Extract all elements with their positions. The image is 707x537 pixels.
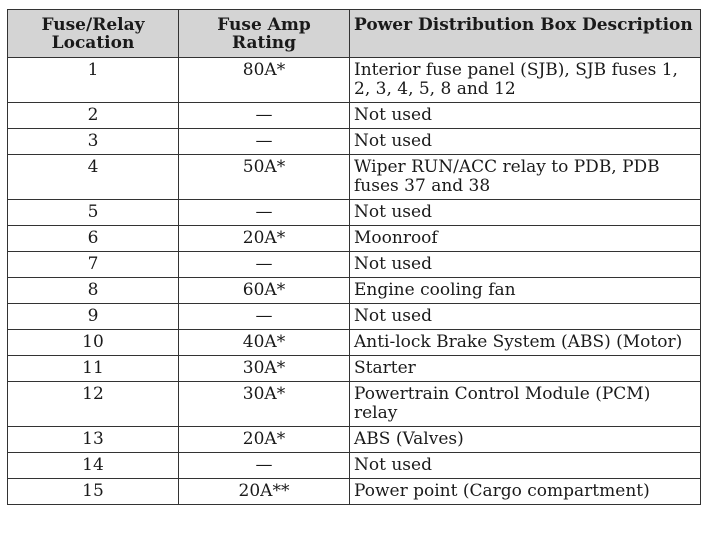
cell-description: Interior fuse panel (SJB), SJB fuses 1, 2, 3, 4, 5, 8 and 12 [350, 58, 701, 103]
table-row [8, 200, 701, 226]
table-row [8, 226, 701, 252]
cell-amp-rating: — [179, 103, 350, 129]
cell-location: 9 [8, 304, 179, 330]
cell-description: Not used [350, 252, 701, 278]
header-row [8, 10, 701, 58]
cell-description: Powertrain Control Module (PCM) relay [350, 382, 701, 427]
cell-location: 5 [8, 200, 179, 226]
cell-description: Not used [350, 103, 701, 129]
cell-amp-rating: 60A* [179, 278, 350, 304]
table-row [8, 304, 701, 330]
cell-amp-rating: — [179, 252, 350, 278]
cell-location: 13 [8, 427, 179, 453]
cell-description: Not used [350, 304, 701, 330]
cell-location: 10 [8, 330, 179, 356]
cell-amp-rating: 30A* [179, 356, 350, 382]
table-row [8, 330, 701, 356]
table-row [8, 427, 701, 453]
fuse-table-container [7, 9, 700, 505]
cell-amp-rating: 50A* [179, 155, 350, 200]
cell-location: 14 [8, 453, 179, 479]
cell-amp-rating: 20A** [179, 479, 350, 505]
header-amp-line2: Rating [231, 33, 297, 53]
table-row [8, 252, 701, 278]
cell-description: ABS (Valves) [350, 427, 701, 453]
table-row [8, 453, 701, 479]
cell-amp-rating: 40A* [179, 330, 350, 356]
header-location [8, 10, 179, 58]
cell-location: 6 [8, 226, 179, 252]
header-amp-line1: Fuse Amp [217, 15, 311, 35]
header-amp-rating [179, 10, 350, 58]
cell-amp-rating: 30A* [179, 382, 350, 427]
header-description: Power Distribution Box Description [350, 10, 701, 58]
cell-location: 12 [8, 382, 179, 427]
table-row [8, 356, 701, 382]
cell-description: Wiper RUN/ACC relay to PDB, PDB fuses 37 and 38 [350, 155, 701, 200]
cell-amp-rating: — [179, 453, 350, 479]
cell-amp-rating: — [179, 304, 350, 330]
cell-description: Power point (Cargo compartment) [350, 479, 701, 505]
table-row [8, 103, 701, 129]
cell-amp-rating: 20A* [179, 226, 350, 252]
cell-location: 7 [8, 252, 179, 278]
cell-amp-rating: 20A* [179, 427, 350, 453]
table-row [8, 155, 701, 200]
cell-location: 2 [8, 103, 179, 129]
cell-location: 11 [8, 356, 179, 382]
table-row [8, 58, 701, 103]
table-row [8, 129, 701, 155]
table-row [8, 382, 701, 427]
cell-description: Engine cooling fan [350, 278, 701, 304]
cell-location: 1 [8, 58, 179, 103]
cell-amp-rating: — [179, 200, 350, 226]
cell-description: Moonroof [350, 226, 701, 252]
cell-description: Not used [350, 453, 701, 479]
cell-amp-rating: 80A* [179, 58, 350, 103]
fuse-table [7, 9, 701, 505]
cell-description: Anti-lock Brake System (ABS) (Motor) [350, 330, 701, 356]
cell-description: Not used [350, 200, 701, 226]
cell-description: Not used [350, 129, 701, 155]
table-row [8, 278, 701, 304]
cell-description: Starter [350, 356, 701, 382]
cell-location: 15 [8, 479, 179, 505]
cell-location: 4 [8, 155, 179, 200]
header-location-line2: Location [51, 33, 135, 53]
header-location-line1: Fuse/Relay [41, 15, 145, 35]
cell-location: 3 [8, 129, 179, 155]
table-row [8, 479, 701, 505]
cell-amp-rating: — [179, 129, 350, 155]
cell-location: 8 [8, 278, 179, 304]
